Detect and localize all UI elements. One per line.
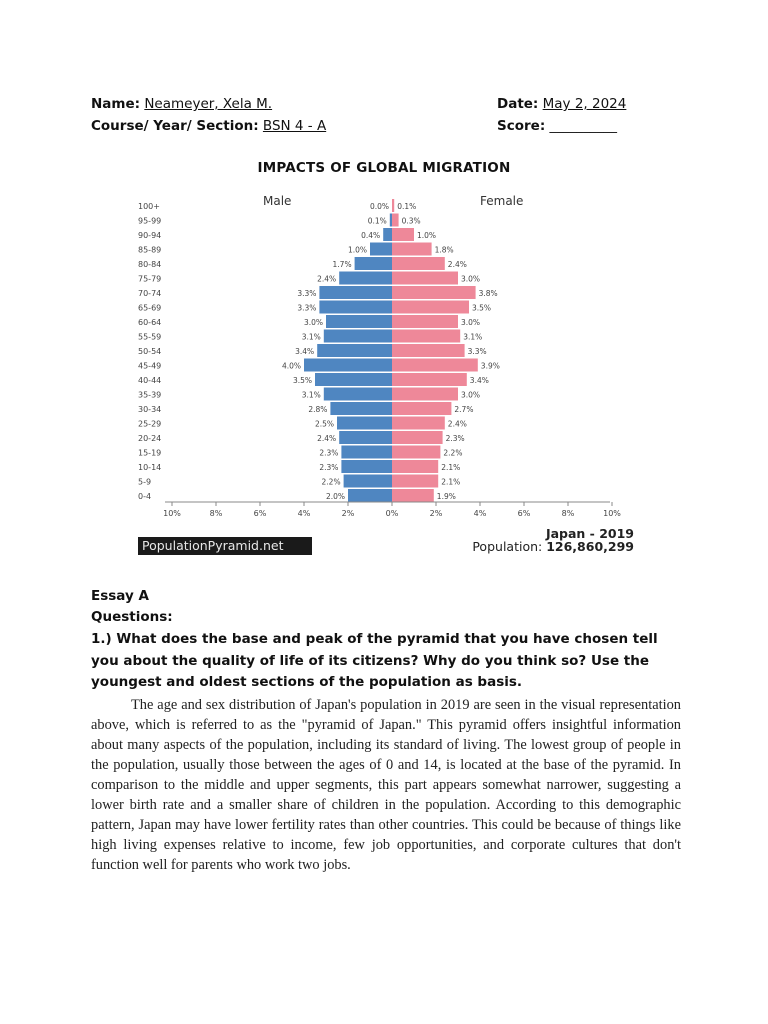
male-bar [341, 446, 392, 459]
female-value-label: 3.8% [478, 289, 498, 298]
age-label: 15-19 [138, 448, 162, 458]
legend-male: Male [263, 194, 292, 208]
course-row [91, 118, 326, 134]
question-1: 1.) What does the base and peak of the pyramid that you have chosen tell you about the quality of life of its citizens? Why do you think so? Use the youngest and oldest sections of the population as basis. [91, 631, 658, 690]
male-bar [383, 228, 392, 241]
male-value-label: 2.0% [325, 492, 345, 501]
age-label: 65-69 [138, 303, 162, 313]
female-value-label: 3.9% [480, 361, 500, 371]
female-bar [392, 446, 440, 459]
age-label: 0-4 [138, 492, 152, 501]
age-label: 50-54 [138, 347, 162, 356]
x-tick-label: 10% [163, 509, 181, 518]
female-bar [392, 214, 399, 227]
male-value-label: 0.1% [367, 216, 387, 226]
male-value-label: 2.4% [317, 434, 337, 443]
female-value-label: 1.0% [417, 231, 437, 240]
female-value-label: 2.3% [445, 434, 465, 443]
course-value: BSN 4 - A [262, 118, 327, 134]
male-bar [341, 460, 392, 473]
male-bar [337, 417, 392, 430]
female-bar [392, 344, 465, 357]
age-label: 60-64 [138, 318, 162, 327]
x-tick-label: 0% [385, 509, 399, 518]
male-value-label: 1.7% [332, 260, 352, 269]
name-label: Name: [91, 96, 141, 112]
age-label: 95-99 [138, 216, 162, 226]
female-bar [392, 431, 443, 444]
male-bar [339, 431, 392, 444]
male-value-label: 3.5% [292, 376, 312, 385]
female-value-label: 3.1% [463, 332, 483, 342]
female-bar [392, 402, 451, 415]
female-value-label: 1.8% [434, 245, 454, 255]
male-value-label: 1.0% [347, 245, 367, 255]
female-value-label: 1.9% [436, 492, 456, 501]
age-label: 35-39 [138, 390, 162, 400]
female-bar [392, 417, 445, 430]
male-value-label: 2.3% [319, 463, 339, 472]
age-label: 10-14 [138, 463, 162, 472]
female-bar [392, 228, 414, 241]
x-tick-label: 8% [209, 509, 223, 518]
score-row [497, 118, 617, 134]
male-value-label: 2.3% [319, 448, 339, 458]
male-value-label: 3.4% [295, 347, 315, 356]
female-bar [392, 388, 458, 401]
legend-female: Female [480, 194, 524, 208]
female-bar [392, 460, 438, 473]
date-value: May 2, 2024 [542, 96, 627, 112]
male-bar [319, 301, 392, 314]
female-value-label: 2.1% [441, 477, 461, 487]
name-value: Neameyer, Xela M. [144, 96, 273, 112]
male-bar [319, 286, 392, 299]
female-value-label: 0.3% [401, 216, 421, 226]
female-bar [392, 243, 432, 256]
female-bar [392, 373, 467, 386]
male-bar [304, 359, 392, 372]
female-value-label: 2.4% [447, 260, 467, 269]
male-value-label: 3.0% [303, 318, 323, 327]
age-label: 90-94 [138, 231, 162, 240]
population-value: 126,860,299 [546, 539, 634, 554]
age-label: 45-49 [138, 361, 162, 371]
female-bar [392, 489, 434, 502]
date-label: Date: [497, 96, 539, 112]
population-row [472, 539, 634, 554]
female-value-label: 2.1% [441, 463, 461, 472]
male-bar [339, 272, 392, 285]
female-value-label: 2.7% [454, 405, 474, 414]
male-bar [317, 344, 392, 357]
age-label: 55-59 [138, 332, 162, 342]
age-label: 30-34 [138, 405, 162, 414]
female-value-label: 2.4% [447, 419, 467, 429]
age-label: 100+ [138, 202, 160, 211]
x-tick-label: 2% [429, 509, 443, 518]
x-tick-label: 4% [297, 509, 311, 518]
female-bar [392, 286, 476, 299]
female-bar [392, 475, 438, 488]
questions-label: Questions: [91, 609, 173, 625]
female-bar [392, 272, 458, 285]
male-value-label: 3.1% [301, 332, 321, 342]
female-value-label: 3.5% [472, 303, 492, 313]
male-value-label: 2.8% [308, 405, 328, 414]
female-value-label: 3.0% [461, 390, 481, 400]
date-row [497, 96, 626, 112]
male-bar [390, 214, 392, 227]
score-label: Score: [497, 118, 546, 134]
female-value-label: 0.1% [397, 202, 417, 211]
female-bar [392, 330, 460, 343]
male-bar [326, 315, 392, 328]
x-tick-label: 8% [561, 509, 575, 518]
population-label: Population: [472, 539, 543, 554]
male-value-label: 3.1% [301, 390, 321, 400]
age-label: 80-84 [138, 260, 162, 269]
male-value-label: 2.5% [314, 419, 334, 429]
population-pyramid-chart [130, 188, 640, 523]
male-bar [324, 388, 392, 401]
x-tick-label: 6% [253, 509, 267, 518]
age-label: 20-24 [138, 434, 162, 443]
page-title: IMPACTS OF GLOBAL MIGRATION [257, 160, 511, 176]
populationpyramid-logo: PopulationPyramid.net [138, 537, 312, 555]
x-tick-label: 10% [603, 509, 621, 518]
score-value: __________ [549, 118, 618, 134]
female-value-label: 3.0% [461, 318, 481, 327]
course-label: Course/ Year/ Section: [91, 118, 259, 134]
essay-heading: Essay A [91, 588, 149, 604]
female-bar [392, 301, 469, 314]
female-bar [392, 359, 478, 372]
male-bar [370, 243, 392, 256]
male-value-label: 0.4% [361, 231, 381, 240]
male-value-label: 2.2% [321, 477, 341, 487]
male-value-label: 4.0% [281, 361, 301, 371]
x-tick-label: 4% [473, 509, 487, 518]
male-value-label: 2.4% [317, 274, 337, 284]
female-bar [392, 257, 445, 270]
female-value-label: 3.3% [467, 347, 487, 356]
male-bar [315, 373, 392, 386]
male-bar [344, 475, 392, 488]
x-tick-label: 6% [517, 509, 531, 518]
female-bar [392, 315, 458, 328]
age-label: 75-79 [138, 274, 162, 284]
male-value-label: 3.3% [297, 289, 317, 298]
male-value-label: 0.0% [369, 202, 389, 211]
male-value-label: 3.3% [297, 303, 317, 313]
age-label: 25-29 [138, 419, 162, 429]
x-tick-label: 2% [341, 509, 355, 518]
male-bar [348, 489, 392, 502]
age-label: 5-9 [138, 477, 152, 487]
male-bar [355, 257, 392, 270]
female-value-label: 3.0% [461, 274, 481, 284]
age-label: 85-89 [138, 245, 162, 255]
female-value-label: 2.2% [443, 448, 463, 458]
age-label: 70-74 [138, 289, 162, 298]
female-value-label: 3.4% [469, 376, 489, 385]
male-bar [330, 402, 392, 415]
age-label: 40-44 [138, 376, 162, 385]
name-row [91, 96, 272, 112]
male-bar [324, 330, 392, 343]
answer-paragraph: The age and sex distribution of Japan's population in 2019 are seen in the visual representation above, which is referred to as the "pyramid of Japan." This pyramid offers insightful information about many aspects of the population, including its standard of living. The lowest group of people in the population, usually those between the ages of 0 and 14, is located at the base of the pyramid. In comparison to the middle and upper segments, this part appears somewhat narrower, suggesting a lower birth rate and a smaller share of children in the population. According to this demographic pattern, Japan may have lower fertility rates than other countries. This could be because of things like high living expenses relative to income, few job opportunities, and corporate cultures that don't function well for parents who work two jobs. [91, 697, 681, 873]
female-bar [392, 199, 394, 212]
country-year-label: Japan - 2019 [545, 526, 634, 541]
